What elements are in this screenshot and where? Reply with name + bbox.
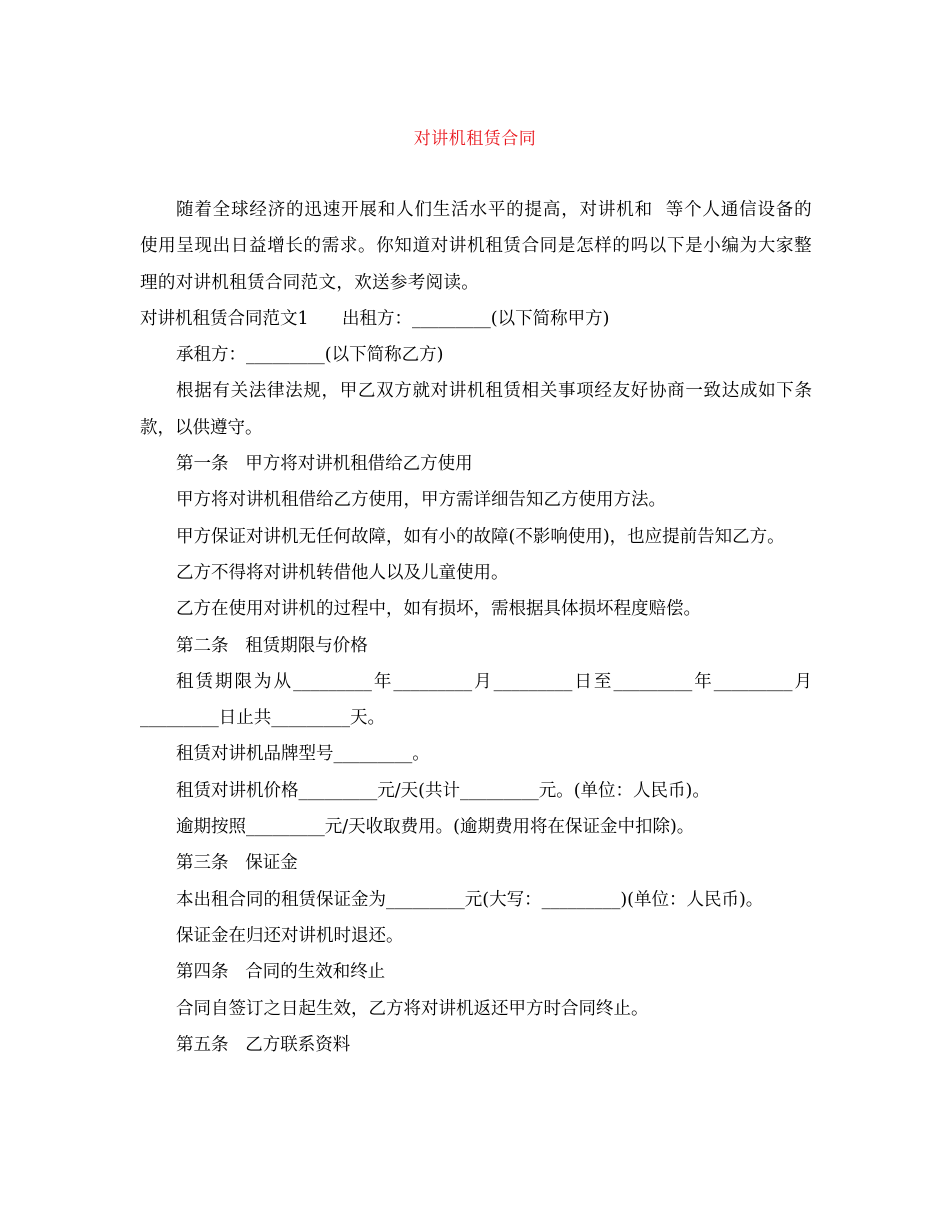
article-1-clause-1: 甲方将对讲机租借给乙方使用，甲方需详细告知乙方使用方法。: [176, 490, 666, 511]
document-title: 对讲机租赁合同: [413, 129, 537, 149]
sample-heading-lessor-line: 对讲机租赁合同范文1 出租方：_________(以下简称甲方): [140, 308, 610, 329]
article-1-heading: 第一条 甲方将对讲机租借给乙方使用: [176, 454, 473, 475]
article-2-model-clause: 租赁对讲机品牌型号_________。: [176, 744, 430, 765]
preamble-paragraph: 根据有关法律法规，甲乙双方就对讲机租赁相关事项经友好协商一致达成如下条款，以供遵守。: [140, 381, 812, 438]
article-5-heading: 第五条 乙方联系资料: [176, 1034, 351, 1055]
article-2-heading: 第二条 租赁期限与价格: [176, 635, 368, 656]
article-2-price-clause: 租赁对讲机价格_________元/天(共计_________元。(单位：人民币)。: [176, 780, 710, 801]
article-1-clause-3: 乙方不得将对讲机转借他人以及儿童使用。: [176, 562, 509, 583]
lessee-line: 承租方：_________(以下简称乙方): [176, 345, 444, 366]
document-body: [140, 192, 812, 1063]
article-4-heading: 第四条 合同的生效和终止: [176, 962, 386, 983]
intro-paragraph: 随着全球经济的迅速开展和人们生活水平的提高，对讲机和 等个人通信设备的使用呈现出日益增长的需求。你知道对讲机租赁合同是怎样的吗以下是小编为大家整理的对讲机租赁合同范文，欢送参考阅读。: [140, 200, 812, 293]
article-4-clause: 合同自签订之日起生效，乙方将对讲机返还甲方时合同终止。: [176, 998, 649, 1019]
article-2-term-clause: 租赁期限为从_________年_________月_________日至_________年_________月_________日止共_________天。: [140, 671, 812, 729]
article-2-overdue-clause: 逾期按照_________元/天收取费用。(逾期费用将在保证金中扣除)。: [176, 817, 695, 838]
article-3-heading: 第三条 保证金: [176, 853, 298, 874]
article-3-refund-clause: 保证金在归还对讲机时退还。: [176, 925, 404, 946]
article-1-clause-4: 乙方在使用对讲机的过程中，如有损坏，需根据具体损坏程度赔偿。: [176, 599, 701, 620]
article-3-deposit-clause: 本出租合同的租赁保证金为_________元(大写：_________)(单位：人民币)。: [176, 889, 764, 910]
article-1-clause-2: 甲方保证对讲机无任何故障，如有小的故障(不影响使用)，也应提前告知乙方。: [176, 526, 785, 547]
